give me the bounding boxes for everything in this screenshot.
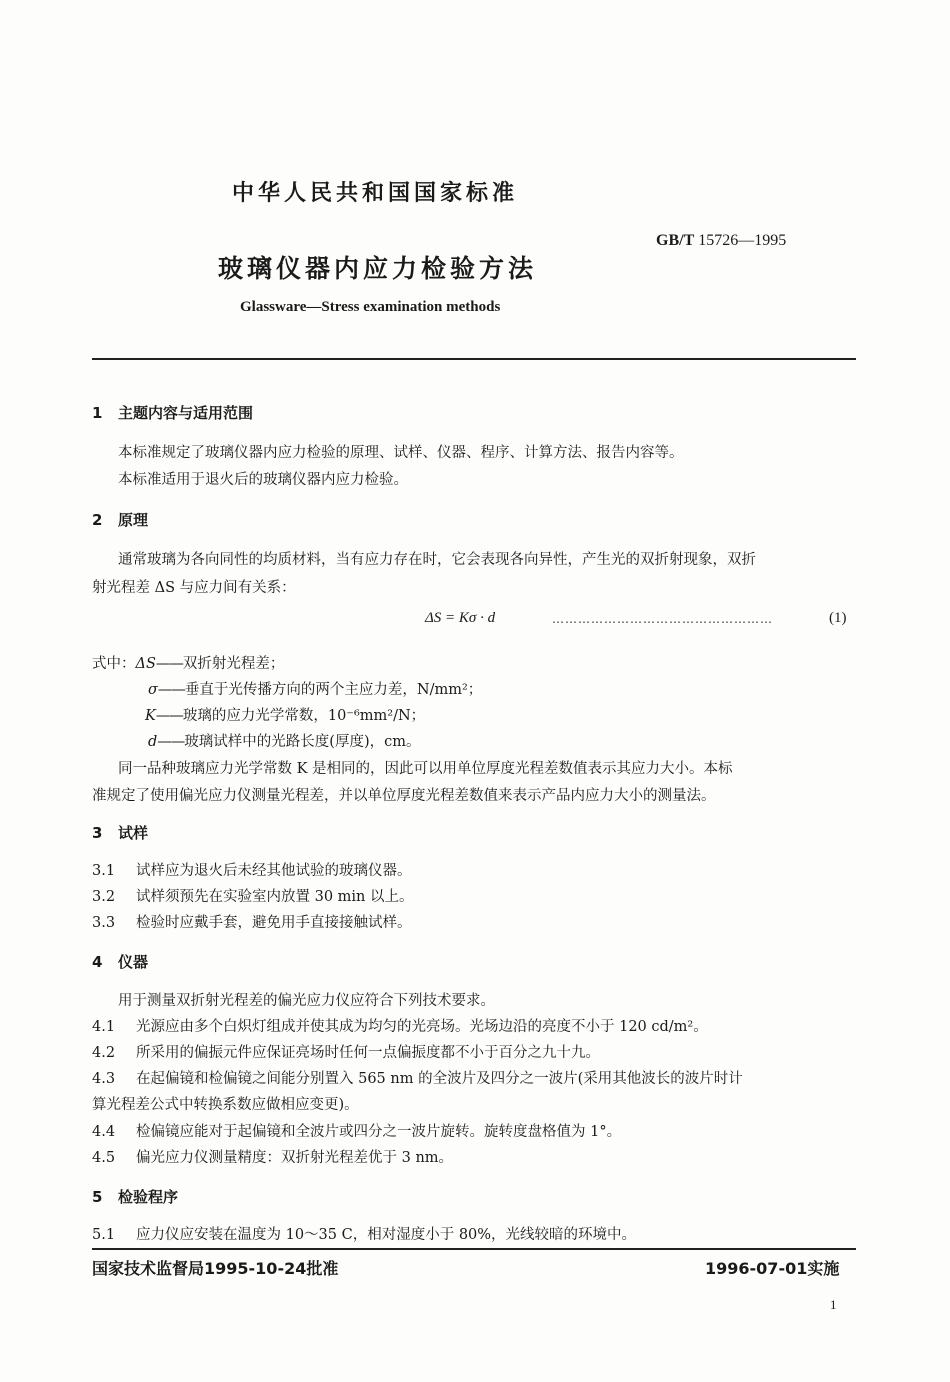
formula-leader-dots: ……………………………………………	[552, 612, 773, 626]
section-2-paragraph: 通常玻璃为各向同性的均质材料，当有应力存在时，它会表现各向异性，产生光的双折射现象，双折	[118, 552, 756, 568]
document-number-prefix: GB/T	[656, 232, 695, 249]
section-title: 仪器	[118, 953, 149, 971]
clause-number: 4.3	[92, 1071, 116, 1087]
section-number: 5	[92, 1188, 103, 1206]
definition-dash: ——	[157, 682, 185, 698]
clause-number: 4.1	[92, 1019, 116, 1035]
clause-item	[92, 1041, 600, 1062]
clause-item	[92, 859, 412, 880]
variable-symbol: ΔS	[135, 656, 156, 672]
section-2-heading	[92, 509, 148, 530]
definition-dash: ——	[155, 656, 183, 672]
clause-text: 检偏镜应能对于起偏镜和全波片或四分之一波片旋转。旋转度盘格值为 1°。	[136, 1124, 622, 1140]
variable-definition	[145, 704, 425, 725]
definition-dash: ——	[155, 708, 183, 724]
clause-item	[92, 1120, 621, 1141]
header-rule	[92, 358, 856, 360]
section-5-heading	[92, 1186, 178, 1207]
section-2-paragraph: 准规定了使用偏光应力仪测量光程差，并以单位厚度光程差数值来表示产品内应力大小的测量法。	[92, 788, 716, 804]
section-number: 3	[92, 824, 103, 842]
section-1-paragraph: 本标准适用于退火后的玻璃仪器内应力检验。	[118, 472, 408, 488]
document-number-value: 15726—1995	[698, 232, 787, 249]
clause-item	[92, 1067, 743, 1088]
clause-number: 3.2	[92, 889, 116, 905]
formula-number: (1)	[829, 610, 847, 626]
variable-symbol: σ	[148, 682, 158, 698]
clause-item	[92, 1015, 708, 1036]
footer-rule	[92, 1248, 856, 1250]
clause-item	[92, 1146, 453, 1167]
variable-description: 玻璃试样中的光路长度(厚度)，cm。	[184, 734, 421, 750]
clause-text: 试样须预先在实验室内放置 30 min 以上。	[136, 889, 414, 905]
page-number: 1	[830, 1297, 837, 1312]
section-4-intro: 用于测量双折射光程差的偏光应力仪应符合下列技术要求。	[118, 993, 495, 1009]
clause-continuation: 算光程差公式中转换系数应做相应变更)。	[92, 1097, 359, 1113]
section-title: 原理	[118, 511, 149, 529]
document-number	[656, 232, 786, 250]
section-title: 检验程序	[118, 1188, 179, 1206]
document-title-english: Glassware—Stress examination methods	[240, 299, 501, 315]
clause-item	[92, 1223, 636, 1244]
formula-1: ΔS = Kσ · d	[425, 610, 496, 626]
section-1-paragraph: 本标准规定了玻璃仪器内应力检验的原理、试样、仪器、程序、计算方法、报告内容等。	[118, 445, 684, 461]
clause-number: 4.2	[92, 1045, 116, 1061]
clause-number: 3.3	[92, 915, 116, 931]
clause-number: 5.1	[92, 1227, 116, 1243]
clause-text: 偏光应力仪测量精度：双折射光程差优于 3 nm。	[136, 1150, 454, 1166]
variable-definition	[92, 652, 284, 673]
variable-description: 双折射光程差；	[182, 656, 285, 672]
section-title: 试样	[118, 824, 149, 842]
standard-type-heading: 中华人民共和国国家标准	[232, 181, 519, 206]
section-4-heading	[92, 951, 148, 972]
clause-item	[92, 885, 414, 906]
section-number: 2	[92, 511, 103, 529]
section-2-paragraph: 同一品种玻璃应力光学常数 K 是相同的，因此可以用单位厚度光程差数值表示其应力大小。本标	[118, 761, 733, 777]
section-number: 4	[92, 953, 103, 971]
clause-text: 在起偏镜和检偏镜之间能分别置入 565 nm 的全波片及四分之一波片(采用其他波长的波片时计	[136, 1071, 743, 1087]
clause-number: 3.1	[92, 863, 116, 879]
clause-text: 检验时应戴手套，避免用手直接接触试样。	[136, 915, 412, 931]
section-title: 主题内容与适用范围	[118, 404, 254, 422]
section-number: 1	[92, 404, 103, 422]
definition-dash: ——	[157, 734, 185, 750]
clause-number: 4.4	[92, 1124, 116, 1140]
section-3-heading	[92, 822, 148, 843]
section-2-paragraph: 射光程差 ΔS 与应力间有关系：	[92, 580, 296, 596]
variable-symbol: d	[148, 734, 158, 750]
variable-description: 玻璃的应力光学常数，10⁻⁶mm²/N；	[182, 708, 426, 724]
clause-text: 光源应由多个白炽灯组成并使其成为均匀的光亮场。光场边沿的亮度不小于 120 cd/m²。	[136, 1019, 708, 1035]
clause-item	[92, 911, 412, 932]
clause-number: 4.5	[92, 1150, 116, 1166]
variable-definition	[148, 730, 420, 751]
clause-text: 应力仪应安装在温度为 10～35 C，相对湿度小于 80%，光线较暗的环境中。	[136, 1227, 637, 1243]
approval-statement: 国家技术监督局1995-10-24批准	[92, 1259, 339, 1278]
clause-text: 所采用的偏振元件应保证亮场时任何一点偏振度都不小于百分之九十九。	[136, 1045, 600, 1061]
section-1-heading	[92, 402, 253, 423]
where-label: 式中：	[92, 656, 136, 672]
effective-date: 1996-07-01实施	[705, 1259, 840, 1278]
document-title: 玻璃仪器内应力检验方法	[218, 254, 538, 283]
clause-text: 试样应为退火后未经其他试验的玻璃仪器。	[136, 863, 412, 879]
variable-symbol: K	[145, 708, 156, 724]
variable-definition	[148, 678, 482, 699]
variable-description: 垂直于光传播方向的两个主应力差，N/mm²；	[184, 682, 483, 698]
